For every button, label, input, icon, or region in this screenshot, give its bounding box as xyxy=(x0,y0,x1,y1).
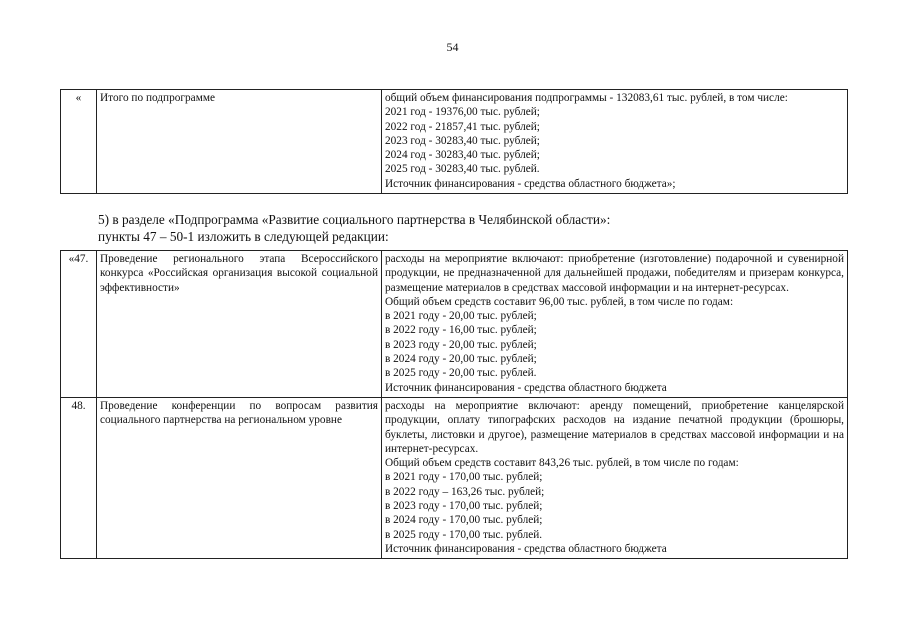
financing-source: Источник финансирования - средства областного бюджета»; xyxy=(385,177,676,190)
financing-line: 2023 год - 30283,40 тыс. рублей; xyxy=(385,134,540,147)
year-amount: в 2025 году - 20,00 тыс. рублей. xyxy=(385,367,537,380)
financing-line: 2024 год - 30283,40 тыс. рублей; xyxy=(385,149,540,162)
section-instruction xyxy=(98,212,748,245)
year-amount: в 2023 году - 20,00 тыс. рублей; xyxy=(385,338,537,351)
row-title: Итого по подпрограмме xyxy=(97,90,382,194)
financing-line: 2022 год - 21857,41 тыс. рублей; xyxy=(385,120,540,133)
year-amount: в 2024 году - 170,00 тыс. рублей; xyxy=(385,514,543,527)
section-instruction-line: пункты 47 – 50-1 изложить в следующей редакции: xyxy=(98,228,389,244)
total-row xyxy=(61,90,848,194)
year-amount: в 2022 году - 16,00 тыс. рублей; xyxy=(385,324,537,337)
year-amount: в 2021 году - 170,00 тыс. рублей; xyxy=(385,471,543,484)
year-amount: в 2024 году - 20,00 тыс. рублей; xyxy=(385,353,537,366)
financing-source: Источник финансирования - средства областного бюджета xyxy=(385,542,667,555)
table-row xyxy=(61,397,848,558)
year-amount: в 2025 году - 170,00 тыс. рублей. xyxy=(385,528,543,541)
financing-line: общий объем финансирования подпрограммы - 132083,61 тыс. рублей, в том числе: xyxy=(385,92,788,104)
row-number: « xyxy=(61,90,97,194)
year-amount: в 2023 году - 170,00 тыс. рублей; xyxy=(385,500,543,513)
expenses-text: расходы на мероприятие включают: аренду помещений, приобретение канцелярской продукции, оплату типографских расходов на издание печатной продукции (брошюры, буклеты, листовки и другое), размещение материалов в средствах массовой информации и на интернет-ресурсах. xyxy=(385,399,844,455)
expenses-text: расходы на мероприятие включают: приобретение (изготовление) подарочной и сувенирной продукции, не предназначенной для дальнейшей продажи, победителям и призерам конкурса, размещение материалов в средствах массовой информации и на интернет-ресурсах. xyxy=(385,253,844,294)
year-amount: в 2022 году – 163,26 тыс. рублей; xyxy=(385,485,545,498)
measure-title: Проведение регионального этапа Всероссийского конкурса «Российская организация высокой социальной эффективности» xyxy=(97,251,382,398)
financing-source: Источник финансирования - средства областного бюджета xyxy=(385,381,667,394)
total-amount: Общий объем средств составит 843,26 тыс. рублей, в том числе по годам: xyxy=(385,457,739,470)
section-instruction-line: 5) в разделе «Подпрограмма «Развитие социального партнерства в Челябинской области»: xyxy=(98,212,611,227)
total-amount: Общий объем средств составит 96,00 тыс. рублей, в том числе по годам: xyxy=(385,295,734,308)
year-amount: в 2021 году - 20,00 тыс. рублей; xyxy=(385,310,537,323)
table-row xyxy=(61,251,848,398)
measure-description xyxy=(382,251,848,398)
row-number: 48. xyxy=(61,397,97,558)
page-number: 54 xyxy=(446,40,459,54)
financing-line: 2025 год - 30283,40 тыс. рублей. xyxy=(385,163,540,176)
financing-description xyxy=(382,90,848,194)
measure-description xyxy=(382,397,848,558)
measure-title: Проведение конференции по вопросам развития социального партнерства на региональном уровне xyxy=(97,397,382,558)
measures-table xyxy=(60,250,848,559)
financing-line: 2021 год - 19376,00 тыс. рублей; xyxy=(385,106,540,119)
row-number: «47. xyxy=(61,251,97,398)
subprogram-total-table xyxy=(60,89,848,194)
